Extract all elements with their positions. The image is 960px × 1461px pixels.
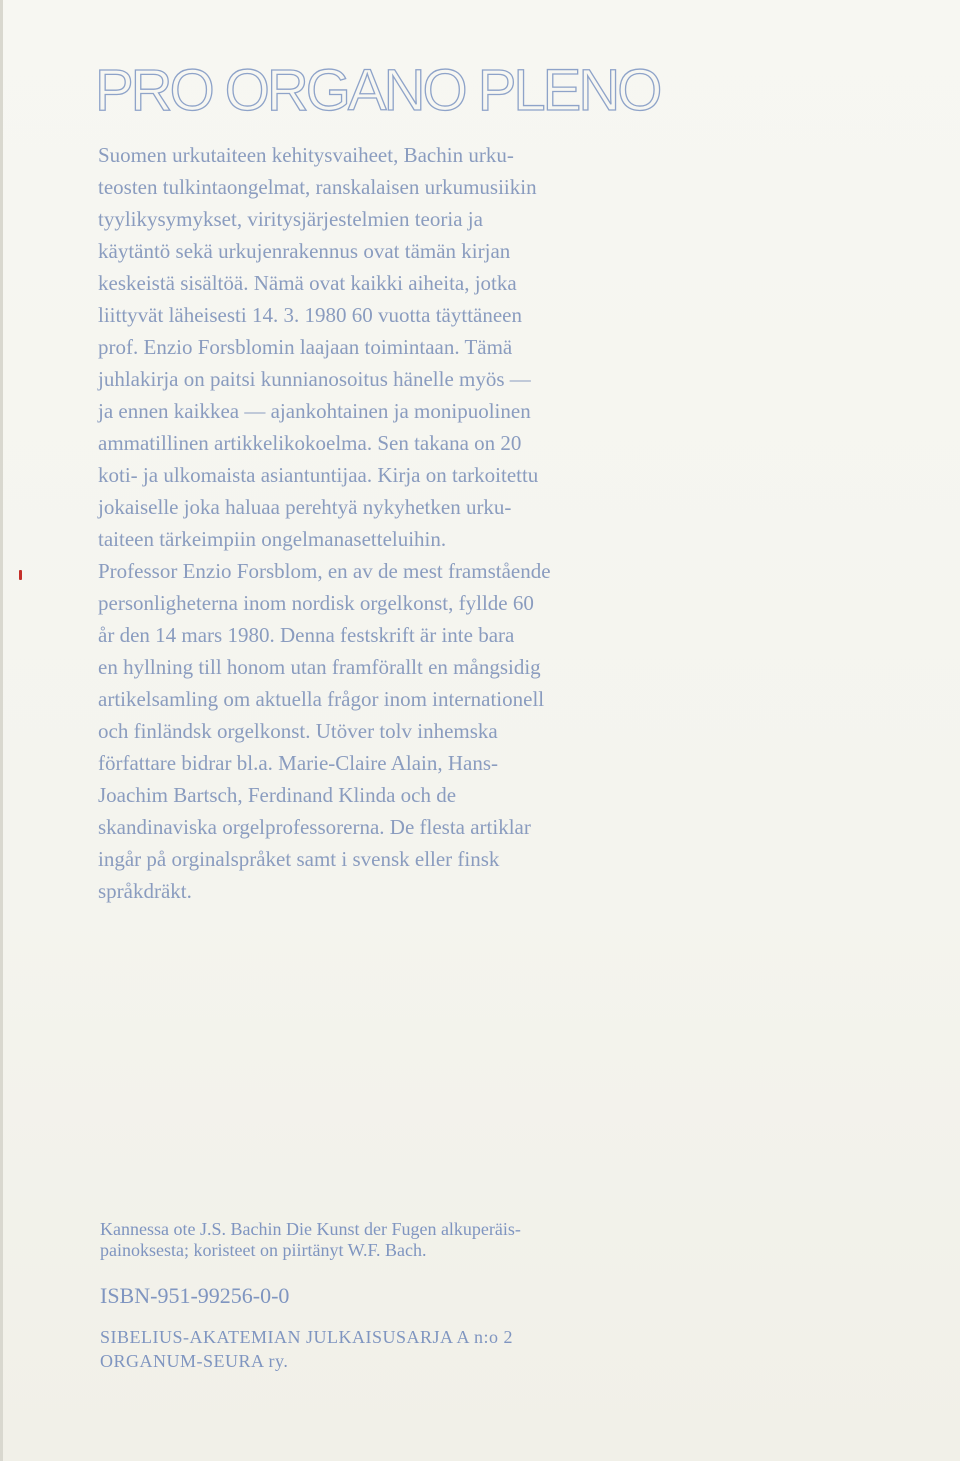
blurb-line: jokaiselle joka haluaa perehtyä nykyhetken urku- [98,495,512,519]
cover-blurb [98,139,698,907]
blurb-line: liittyvät läheisesti 14. 3. 1980 60 vuotta täyttäneen [98,303,522,327]
blurb-line: ja ennen kaikkea — ajankohtainen ja monipuolinen [98,399,531,423]
blurb-line: och finländsk orgelkonst. Utöver tolv inhemska [98,719,498,743]
isbn-number: ISBN-951-99256-0-0 [100,1283,290,1308]
blurb-line: år den 14 mars 1980. Denna festskrift är inte bara [98,623,515,647]
book-title: PRO ORGANO PLENO [95,58,660,123]
blurb-line: Suomen urkutaiteen kehitysvaiheet, Bachin urku- [98,143,514,167]
blurb-line: keskeistä sisältöä. Nämä ovat kaikki aiheita, jotka [98,271,517,295]
blurb-line: språkdräkt. [98,879,192,903]
publication-series [100,1325,513,1373]
series-line: SIBELIUS-AKATEMIAN JULKAISUSARJA A n:o 2 [100,1327,514,1347]
blurb-line: käytäntö sekä urkujenrakennus ovat tämän kirjan [98,239,511,263]
blurb-line: skandinaviska orgelprofessorerna. De flesta artiklar [98,815,531,839]
blurb-line: författare bidrar bl.a. Marie-Claire Alain, Hans- [98,751,498,775]
blurb-line: Professor Enzio Forsblom, en av de mest framstående [98,559,551,583]
blurb-line: personligheterna inom nordisk orgelkonst, fyllde 60 [98,591,534,615]
blurb-line: en hyllning till honom utan framförallt en mångsidig [98,655,541,679]
blurb-line: tyylikysymykset, viritysjärjestelmien teoria ja [98,207,483,231]
blurb-line: teosten tulkintaongelmat, ranskalaisen urkumusiikin [98,175,537,199]
blurb-line: koti- ja ulkomaista asiantuntijaa. Kirja on tarkoitettu [98,463,539,487]
blurb-line: taiteen tärkeimpiin ongelmanasetteluihin. [98,527,447,551]
blurb-line: Joachim Bartsch, Ferdinand Klinda och de [98,783,457,807]
blurb-line: ingår på orginalspråket samt i svensk eller finsk [98,847,500,871]
red-margin-mark [19,570,22,580]
blurb-line: prof. Enzio Forsblomin laajaan toimintaan. Tämä [98,335,513,359]
publisher-line: ORGANUM-SEURA ry. [100,1351,289,1371]
cover-art-caption [100,1219,521,1261]
blurb-line: artikelsamling om aktuella frågor inom internationell [98,687,545,711]
caption-line: Kannessa ote J.S. Bachin Die Kunst der Fugen alkuperäis- [100,1219,521,1239]
blurb-line: ammatillinen artikkelikokoelma. Sen takana on 20 [98,431,522,455]
blurb-line: juhlakirja on paitsi kunnianosoitus hänelle myös — [98,367,531,391]
caption-line: painoksesta; koristeet on piirtänyt W.F. Bach. [100,1240,427,1260]
